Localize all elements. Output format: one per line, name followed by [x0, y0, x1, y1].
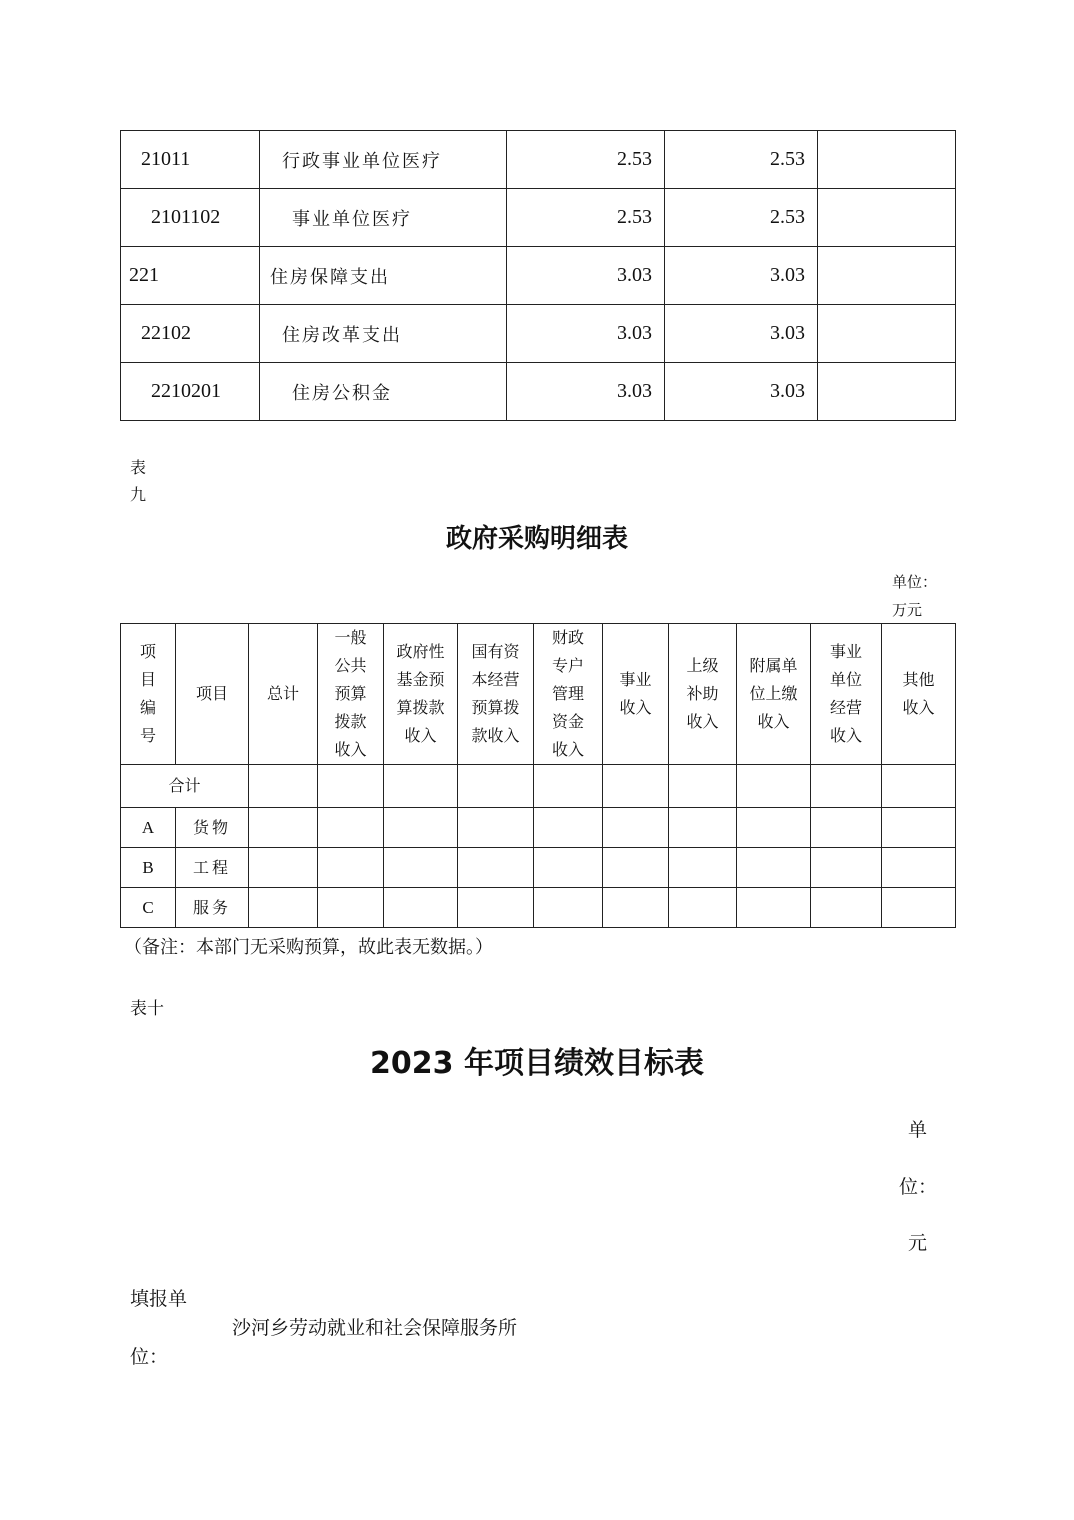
procurement-category-cell: 服务	[176, 888, 249, 928]
procurement-empty-cell	[811, 888, 882, 928]
procurement-header-cell: 国有资 本经营 预算拨 款收入	[458, 624, 534, 765]
procurement-empty-cell	[669, 808, 737, 848]
procurement-empty-cell	[458, 888, 534, 928]
procurement-empty-cell	[669, 765, 737, 808]
budget-name-cell: 住房公积金	[260, 363, 507, 421]
procurement-empty-cell	[384, 765, 458, 808]
procurement-code-cell: B	[121, 848, 176, 888]
budget-total-cell: 2.53	[507, 189, 665, 247]
procurement-empty-cell	[384, 848, 458, 888]
procurement-empty-cell	[603, 888, 669, 928]
budget-total-cell: 2.53	[507, 131, 665, 189]
procurement-header-cell: 一般 公共 预算 拨款 收入	[318, 624, 384, 765]
budget-basic-cell: 3.03	[665, 247, 818, 305]
budget-row	[121, 189, 956, 247]
procurement-header-cell: 事业 单位 经营 收入	[811, 624, 882, 765]
procurement-empty-cell	[534, 808, 603, 848]
procurement-row	[121, 848, 956, 888]
procurement-empty-cell	[882, 808, 956, 848]
table9-unit-line1: 单位：	[892, 573, 938, 591]
budget-code-cell: 221	[121, 247, 260, 305]
procurement-code-cell: A	[121, 808, 176, 848]
budget-total-cell: 3.03	[507, 363, 665, 421]
budget-project-cell	[818, 247, 956, 305]
procurement-empty-cell	[882, 765, 956, 808]
procurement-header-cell: 上级 补助 收入	[669, 624, 737, 765]
procurement-empty-cell	[737, 888, 811, 928]
table10-title: 2023 年项目绩效目标表	[370, 1046, 704, 1081]
filler-label-line2: 位：	[130, 1346, 169, 1368]
procurement-empty-cell	[318, 888, 384, 928]
budget-basic-cell: 2.53	[665, 189, 818, 247]
budget-code-cell: 2101102	[121, 189, 260, 247]
procurement-empty-cell	[249, 808, 318, 848]
procurement-empty-cell	[384, 808, 458, 848]
filler-label-line1: 填报单	[130, 1288, 188, 1310]
procurement-row	[121, 808, 956, 848]
budget-code-cell: 22102	[121, 305, 260, 363]
procurement-empty-cell	[737, 765, 811, 808]
procurement-empty-cell	[249, 888, 318, 928]
procurement-header-cell: 项 目 编 号	[121, 624, 176, 765]
table10-unit-char1: 单	[908, 1119, 928, 1141]
procurement-empty-cell	[603, 765, 669, 808]
procurement-empty-cell	[811, 848, 882, 888]
procurement-empty-cell	[811, 808, 882, 848]
table10-unit-char2: 位：	[899, 1176, 938, 1198]
procurement-empty-cell	[882, 848, 956, 888]
budget-name-cell: 行政事业单位医疗	[260, 131, 507, 189]
procurement-header-cell: 财政 专户 管理 资金 收入	[534, 624, 603, 765]
procurement-empty-cell	[384, 888, 458, 928]
procurement-empty-cell	[737, 808, 811, 848]
budget-basic-cell: 2.53	[665, 131, 818, 189]
budget-row	[121, 247, 956, 305]
table10-label: 表十	[130, 999, 164, 1019]
procurement-empty-cell	[603, 808, 669, 848]
procurement-empty-cell	[318, 765, 384, 808]
procurement-empty-cell	[737, 848, 811, 888]
procurement-header-cell: 其他 收入	[882, 624, 956, 765]
procurement-empty-cell	[811, 765, 882, 808]
procurement-empty-cell	[249, 765, 318, 808]
table9-label-line1: 表	[130, 458, 147, 477]
budget-row	[121, 363, 956, 421]
procurement-table	[120, 623, 956, 928]
procurement-code-cell: C	[121, 888, 176, 928]
budget-name-cell: 住房保障支出	[260, 247, 507, 305]
procurement-empty-cell	[603, 848, 669, 888]
budget-project-cell	[818, 305, 956, 363]
table9-label-line2: 九	[130, 485, 147, 504]
budget-total-cell: 3.03	[507, 247, 665, 305]
procurement-empty-cell	[669, 848, 737, 888]
budget-basic-cell: 3.03	[665, 363, 818, 421]
procurement-empty-cell	[318, 848, 384, 888]
procurement-empty-cell	[318, 808, 384, 848]
budget-name-cell: 住房改革支出	[260, 305, 507, 363]
procurement-total-row	[121, 765, 956, 808]
procurement-empty-cell	[249, 848, 318, 888]
procurement-empty-cell	[534, 888, 603, 928]
budget-row	[121, 305, 956, 363]
procurement-total-label: 合计	[121, 765, 249, 808]
procurement-empty-cell	[458, 765, 534, 808]
procurement-header-cell: 政府性 基金预 算拨款 收入	[384, 624, 458, 765]
table9-unit-line2: 万元	[892, 601, 923, 619]
procurement-category-cell: 工程	[176, 848, 249, 888]
budget-basic-cell: 3.03	[665, 305, 818, 363]
procurement-empty-cell	[882, 888, 956, 928]
budget-name-cell: 事业单位医疗	[260, 189, 507, 247]
budget-expenditure-table	[120, 130, 956, 421]
procurement-empty-cell	[458, 808, 534, 848]
procurement-empty-cell	[458, 848, 534, 888]
procurement-header-cell: 总计	[249, 624, 318, 765]
procurement-category-cell: 货物	[176, 808, 249, 848]
budget-row	[121, 131, 956, 189]
budget-project-cell	[818, 363, 956, 421]
procurement-empty-cell	[669, 888, 737, 928]
budget-total-cell: 3.03	[507, 305, 665, 363]
procurement-header-cell: 事业 收入	[603, 624, 669, 765]
budget-project-cell	[818, 131, 956, 189]
procurement-empty-cell	[534, 765, 603, 808]
procurement-empty-cell	[534, 848, 603, 888]
budget-project-cell	[818, 189, 956, 247]
procurement-header-cell: 项目	[176, 624, 249, 765]
table9-title: 政府采购明细表	[445, 524, 628, 554]
budget-code-cell: 21011	[121, 131, 260, 189]
table10-unit-char3: 元	[908, 1232, 928, 1254]
table9-note: （备注：本部门无采购预算，故此表无数据。）	[124, 937, 493, 958]
procurement-row	[121, 888, 956, 928]
procurement-header-cell: 附属单 位上缴 收入	[737, 624, 811, 765]
budget-code-cell: 2210201	[121, 363, 260, 421]
filler-unit-value: 沙河乡劳动就业和社会保障服务所	[232, 1317, 518, 1339]
